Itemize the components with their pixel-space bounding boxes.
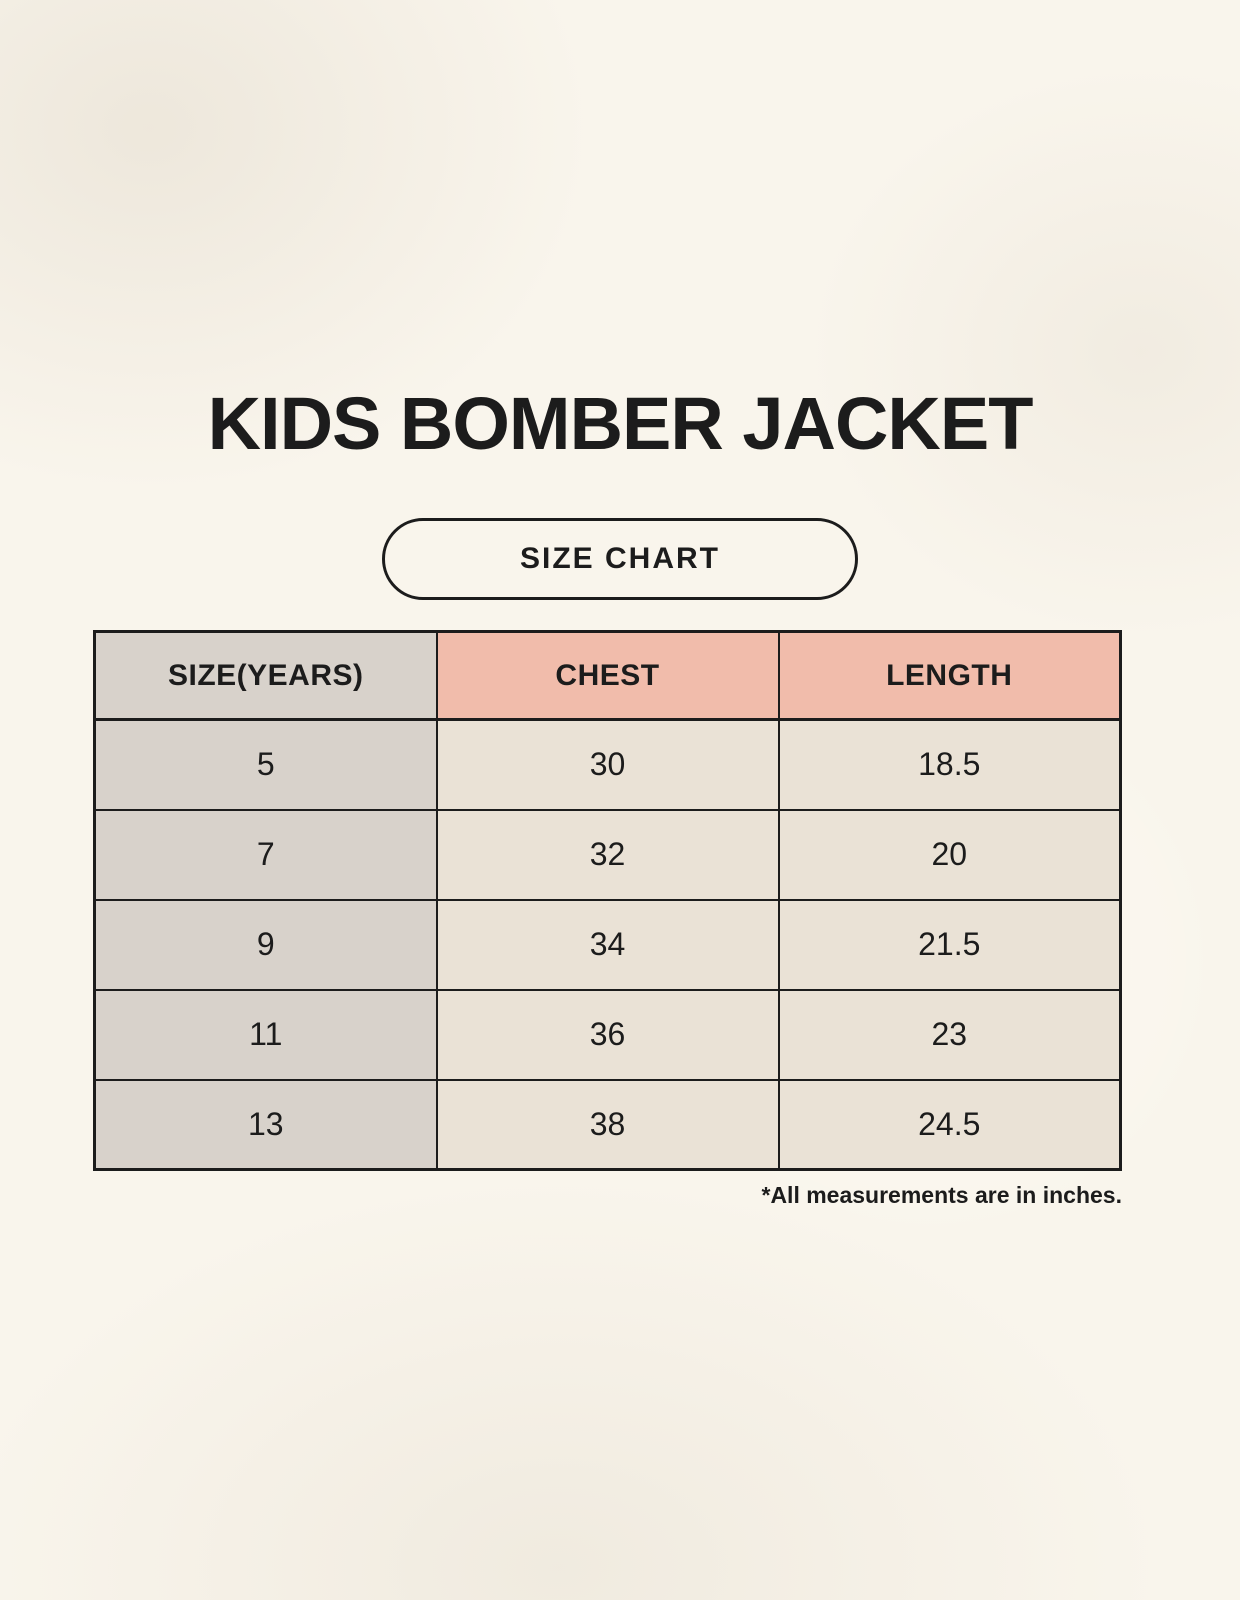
size-cell: 11 bbox=[95, 990, 437, 1080]
size-chart-badge-label: SIZE CHART bbox=[520, 542, 720, 575]
header-length: LENGTH bbox=[779, 632, 1121, 720]
table-row bbox=[95, 990, 1121, 1080]
chest-cell: 38 bbox=[437, 1080, 779, 1170]
length-cell: 21.5 bbox=[779, 900, 1121, 990]
header-chest: CHEST bbox=[437, 632, 779, 720]
measurement-note: *All measurements are in inches. bbox=[761, 1182, 1122, 1208]
chest-cell: 34 bbox=[437, 900, 779, 990]
size-chart-badge bbox=[382, 518, 858, 600]
length-cell: 23 bbox=[779, 990, 1121, 1080]
table-row bbox=[95, 720, 1121, 810]
chest-cell: 36 bbox=[437, 990, 779, 1080]
chest-cell: 32 bbox=[437, 810, 779, 900]
table-row bbox=[95, 1080, 1121, 1170]
chest-cell: 30 bbox=[437, 720, 779, 810]
size-cell: 7 bbox=[95, 810, 437, 900]
size-cell: 5 bbox=[95, 720, 437, 810]
table-header-row bbox=[95, 632, 1121, 720]
table-row bbox=[95, 810, 1121, 900]
length-cell: 20 bbox=[779, 810, 1121, 900]
header-size-years: SIZE(YEARS) bbox=[95, 632, 437, 720]
length-cell: 24.5 bbox=[779, 1080, 1121, 1170]
page-title: KIDS BOMBER JACKET bbox=[207, 382, 1033, 465]
size-table bbox=[93, 630, 1122, 1171]
size-cell: 9 bbox=[95, 900, 437, 990]
table-row bbox=[95, 900, 1121, 990]
size-cell: 13 bbox=[95, 1080, 437, 1170]
length-cell: 18.5 bbox=[779, 720, 1121, 810]
